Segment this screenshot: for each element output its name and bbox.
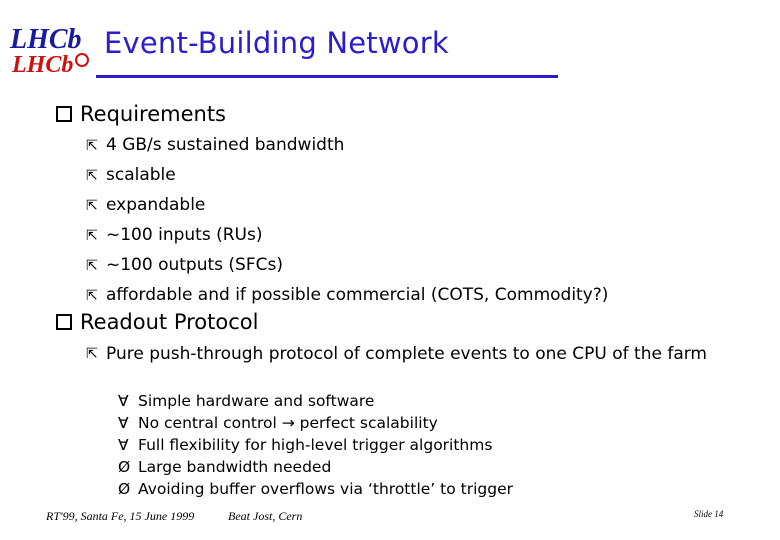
section-heading-text: Requirements [80,102,226,126]
arrow-bullet-icon: ⇱ [86,198,98,214]
arrow-bullet-icon: ⇱ [86,168,98,184]
readout-protocol-item [86,342,726,366]
forall-bullet-icon: Ɐ [118,436,129,454]
list-item [118,390,513,412]
title-underline [96,75,558,78]
arrow-bullet-icon: ⇱ [86,258,98,274]
list-item [118,434,513,456]
requirements-list [86,131,608,311]
forall-bullet-icon: Ɐ [118,414,129,432]
slide-title: Event-Building Network [104,26,449,60]
list-item [118,456,513,478]
footer-slide-number: Slide 14 [694,509,724,519]
arrow-bullet-icon: ⇱ [86,228,98,244]
list-item [118,478,513,500]
list-item-text: ~100 outputs (SFCs) [106,255,283,275]
list-item [118,412,513,434]
footer-conference: RT'99, Santa Fe, 15 June 1999 [46,509,195,523]
forall-bullet-icon: Ɐ [118,392,129,410]
list-item [86,281,608,311]
logo-text-top: LHCb [10,24,82,55]
list-item-text: Simple hardware and software [138,392,375,410]
logo-text-bottom: LHCb [12,52,74,78]
arrow-bullet-icon: ⇱ [86,288,98,304]
list-item-text: Large bandwidth needed [138,458,332,476]
footer-author: Beat Jost, Cern [228,509,303,523]
list-item [86,251,608,281]
list-item [86,131,608,161]
list-item-text: scalable [106,165,176,185]
list-item-text: No central control → perfect scalability [138,414,438,432]
list-item [86,221,608,251]
section-heading-readout-protocol [56,310,258,334]
list-item-text: expandable [106,195,206,215]
slashed-o-bullet-icon: Ø [118,458,131,476]
section-heading-text: Readout Protocol [80,310,259,334]
list-item-text: Full flexibility for high-level trigger algorithms [138,436,493,454]
arrow-bullet-icon: ⇱ [86,346,98,362]
list-item-text: affordable and if possible commercial (COTS, Commodity?) [106,285,609,305]
checkbox-bullet-icon [56,106,72,122]
slashed-o-bullet-icon: Ø [118,480,131,498]
list-item-text: ~100 inputs (RUs) [106,225,263,245]
list-item [86,161,608,191]
readout-subitems [118,390,513,500]
lhcb-logo [4,14,100,78]
list-item-text: Pure push-through protocol of complete events to one CPU of the farm [106,344,707,364]
arrow-bullet-icon: ⇱ [86,138,98,154]
section-heading-requirements [56,102,226,126]
list-item-text: 4 GB/s sustained bandwidth [106,135,345,155]
checkbox-bullet-icon [56,314,72,330]
list-item-text: Avoiding buffer overflows via ‘throttle’ to trigger [138,480,513,498]
list-item [86,191,608,221]
